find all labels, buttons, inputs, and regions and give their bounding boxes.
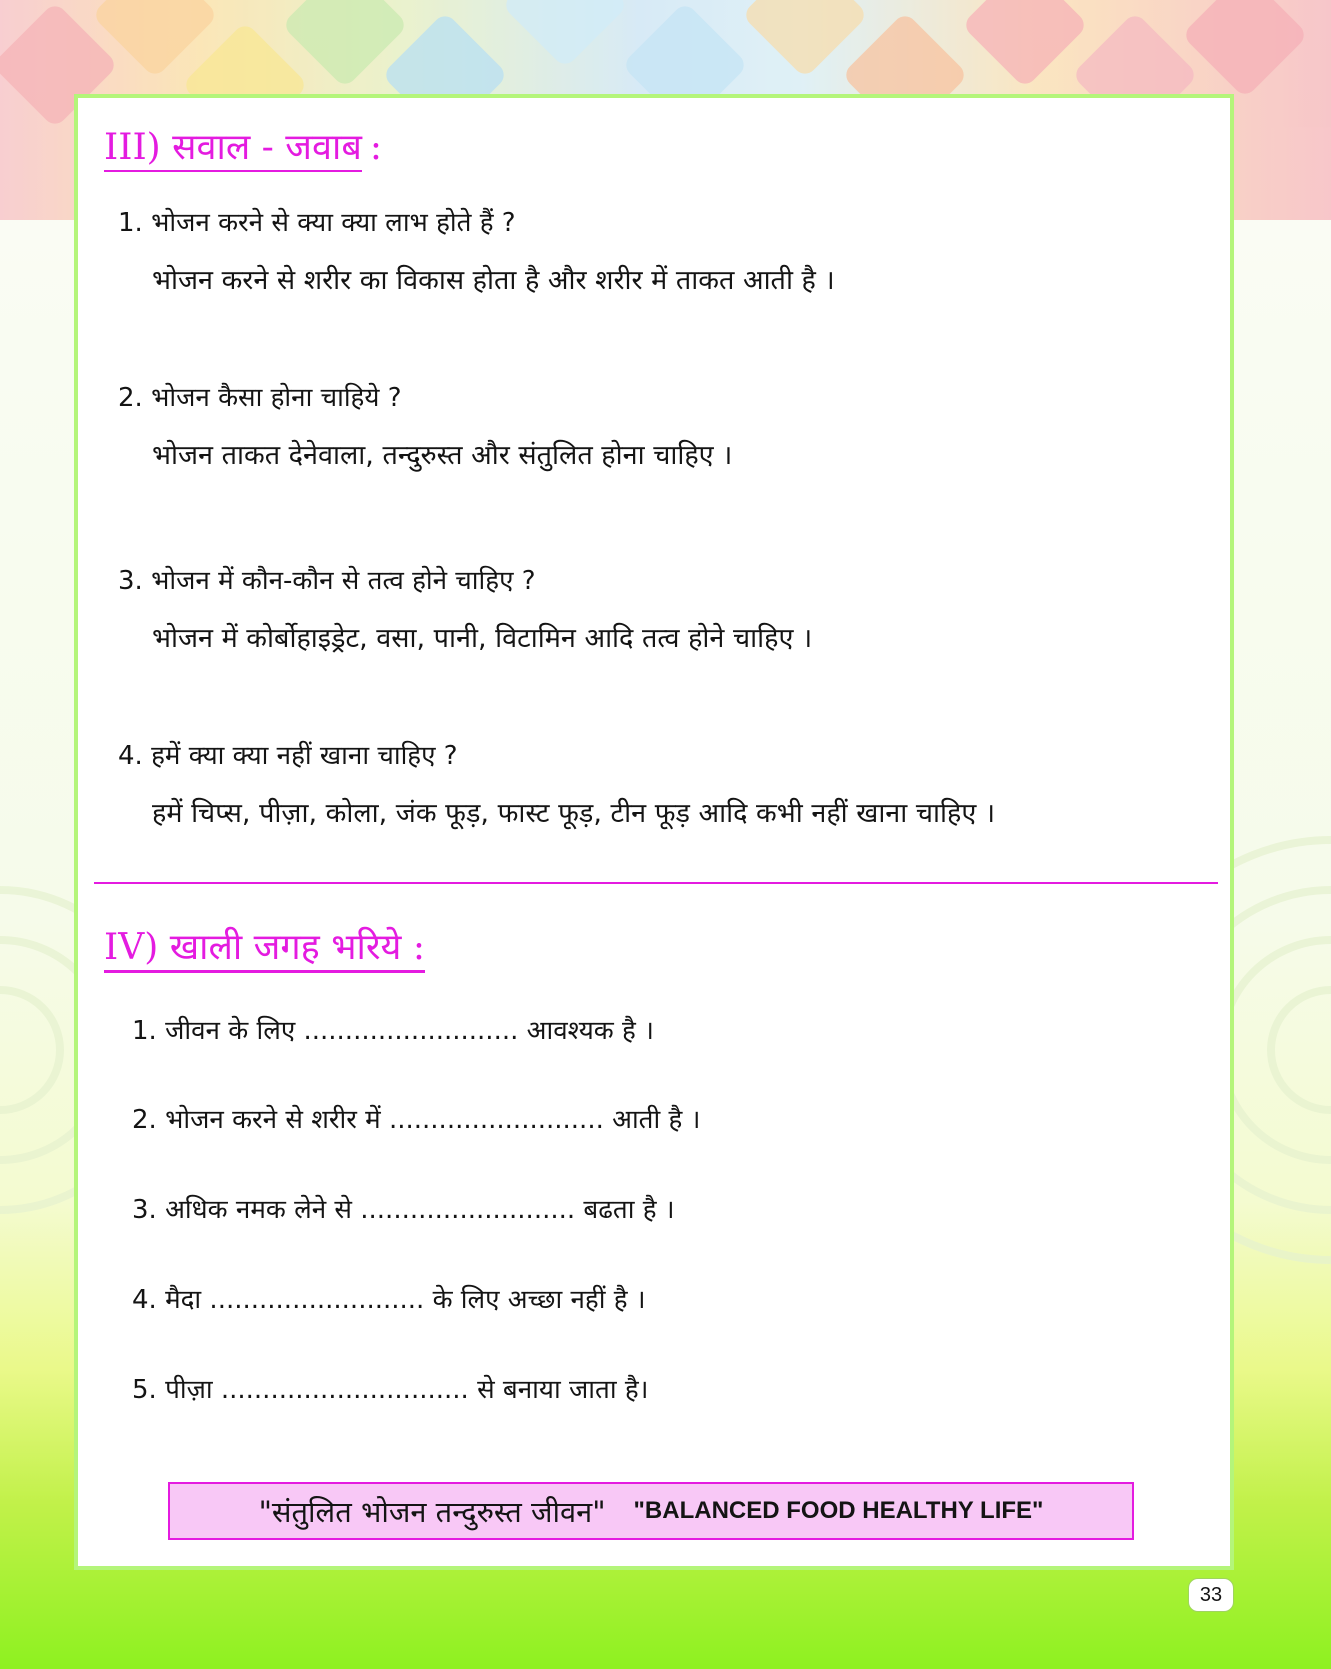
slogan-english: "BALANCED FOOD HEALTHY LIFE" <box>633 1497 1044 1524</box>
answer-2: भोजन ताकत देनेवाला, तन्दुरुस्त और संतुलित होना चाहिए । <box>152 440 733 471</box>
fill-blank-1: 1. जीवन के लिए .......................... आवश्यक है । <box>132 1016 654 1046</box>
answer-3: भोजन में कोर्बोहाइड्रेट, वसा, पानी, विटामिन आदि तत्व होने चाहिए । <box>152 623 813 654</box>
fill-blank-4: 4. मैदा .......................... के लिए अच्छा नहीं है । <box>132 1285 646 1315</box>
page-number: 33 <box>1188 1578 1234 1612</box>
slogan-box <box>168 1482 1134 1540</box>
section-3-title: III) सवाल - जवाब <box>104 128 362 172</box>
question-2: 2. भोजन कैसा होना चाहिये ? <box>118 383 402 413</box>
question-3: 3. भोजन में कौन-कौन से तत्व होने चाहिए ? <box>118 566 536 596</box>
answer-4: हमें चिप्स, पीज़ा, कोला, जंक फूड़, फास्ट फूड़, टीन फूड़ आदि कभी नहीं खाना चाहिए । <box>152 798 996 829</box>
fill-blank-3: 3. अधिक नमक लेने से .......................... बढता है । <box>132 1195 675 1225</box>
section-4-title: IV) खाली जगह भरिये : <box>104 928 425 973</box>
question-1: 1. भोजन करने से क्या क्या लाभ होते हैं ? <box>118 208 516 238</box>
section-3-colon: : <box>369 127 383 168</box>
content-panel <box>74 94 1234 1570</box>
answer-1: भोजन करने से शरीर का विकास होता है और शरीर में ताकत आती है । <box>152 265 835 296</box>
fill-blank-2: 2. भोजन करने से शरीर में .......................... आती है । <box>132 1105 701 1135</box>
fill-blank-5: 5. पीज़ा .............................. से बनाया जाता है। <box>132 1375 649 1405</box>
section-divider <box>94 882 1218 884</box>
question-4: 4. हमें क्या क्या नहीं खाना चाहिए ? <box>118 741 458 771</box>
slogan-hindi: "संतुलित भोजन तन्दुरुस्त जीवन" <box>258 1494 606 1529</box>
section-3-heading <box>104 128 382 172</box>
section-4-heading <box>104 928 425 973</box>
